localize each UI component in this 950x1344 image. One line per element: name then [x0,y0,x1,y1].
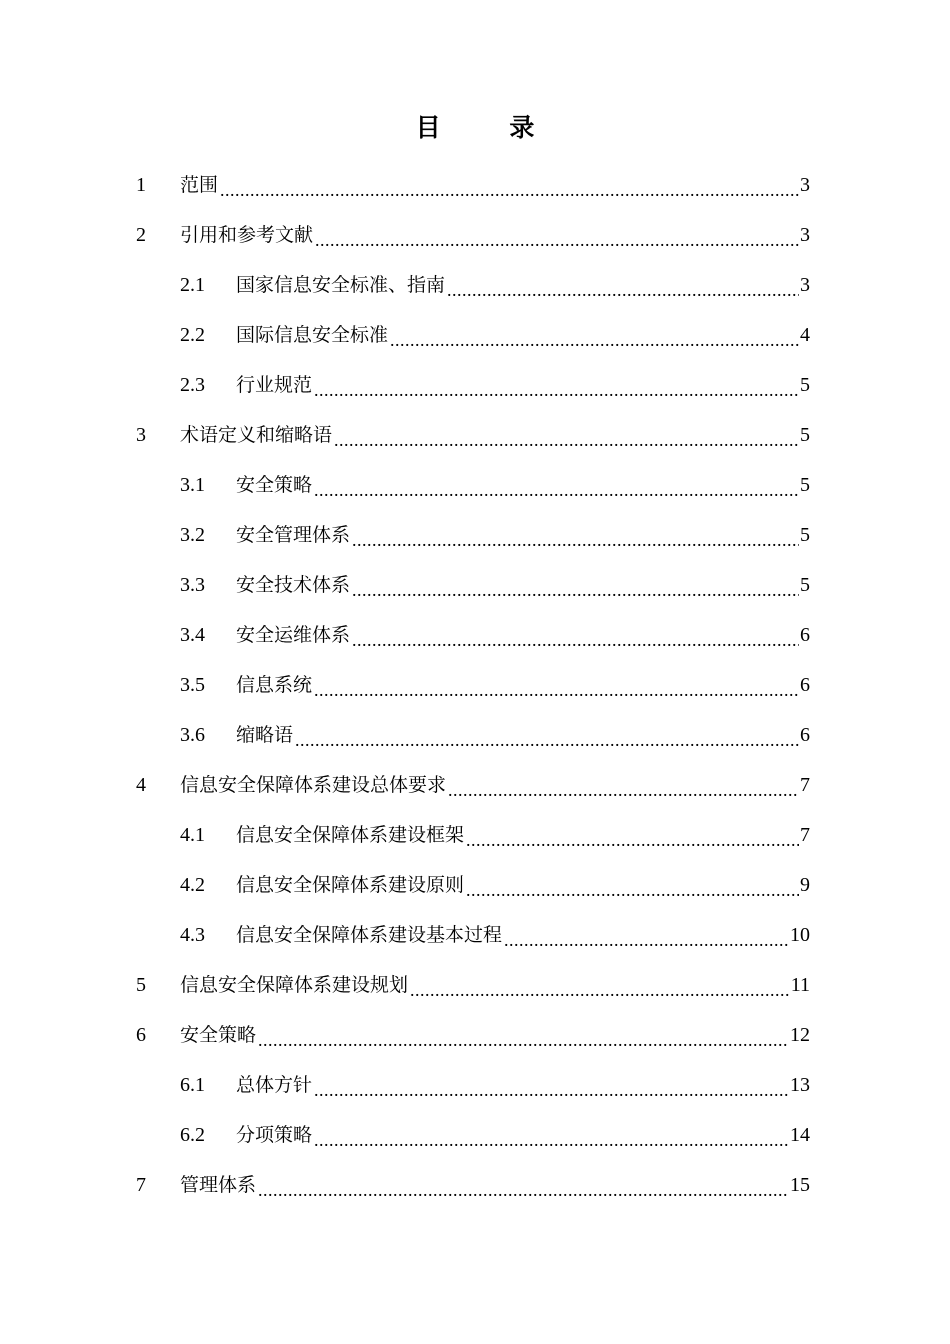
toc-entry-number: 3.6 [180,724,205,746]
toc-entry-title: 安全策略 [180,1024,257,1046]
toc-entry-page: 10 [790,924,810,946]
toc-entry-page: 13 [790,1074,810,1096]
toc-entry[interactable] [180,660,810,710]
toc-entry-number: 2 [136,224,146,246]
toc-entry-page: 5 [800,524,810,546]
toc-dot-leader [314,660,799,710]
toc-entry-title: 安全策略 [236,474,313,496]
toc-dot-leader [258,1160,789,1210]
toc-dot-leader [258,1010,789,1060]
toc-entry-title: 分项策略 [236,1124,313,1146]
toc-dot-leader [447,260,799,310]
toc-entry-page: 5 [800,474,810,496]
toc-entry[interactable] [180,860,810,910]
toc-entry-title: 总体方针 [236,1074,313,1096]
toc-entry-number: 6.2 [180,1124,205,1146]
toc-entry-number: 3.2 [180,524,205,546]
toc-entry[interactable] [180,710,810,760]
toc-dot-leader [352,510,799,560]
toc-title: 目 录 [415,113,565,142]
toc-entry-title: 安全管理体系 [236,524,351,546]
toc-entry[interactable] [136,410,810,460]
toc-entry-number: 3.4 [180,624,205,646]
toc-dot-leader [448,760,799,810]
toc-entry-number: 3.3 [180,574,205,596]
toc-entry-number: 3 [136,424,146,446]
toc-entry-page: 7 [800,824,810,846]
toc-dot-leader [314,460,799,510]
toc-entry[interactable] [180,1060,810,1110]
toc-dot-leader [390,310,799,360]
toc-entry-title: 引用和参考文献 [180,224,314,246]
toc-entry-page: 6 [800,674,810,696]
toc-entry-number: 6.1 [180,1074,205,1096]
toc-dot-leader [410,960,790,1010]
toc-entry[interactable] [180,260,810,310]
toc-entry-number: 2.1 [180,274,205,296]
toc-entry-title: 国际信息安全标准 [236,324,389,346]
toc-entry[interactable] [136,210,810,260]
toc-entry[interactable] [180,1110,810,1160]
toc-entry-page: 6 [800,624,810,646]
toc-entry[interactable] [180,360,810,410]
toc-entry-number: 4.2 [180,874,205,896]
toc-entry[interactable] [136,1160,810,1210]
toc-dot-leader [466,810,799,860]
toc-entry-number: 4 [136,774,146,796]
toc-dot-leader [352,560,799,610]
toc-dot-leader [504,910,789,960]
toc-dot-leader [314,360,799,410]
toc-dot-leader [314,1060,789,1110]
toc-entry-title: 信息安全保障体系建设总体要求 [180,774,447,796]
toc-entry-page: 6 [800,724,810,746]
toc-entry-number: 2.2 [180,324,205,346]
toc-entry-title: 术语定义和缩略语 [180,424,333,446]
toc-entry-title: 管理体系 [180,1174,257,1196]
toc-entry[interactable] [180,910,810,960]
toc-entry-page: 5 [800,374,810,396]
toc-entry[interactable] [136,760,810,810]
toc-entry-page: 5 [800,574,810,596]
toc-entry-number: 4.3 [180,924,205,946]
toc-dot-leader [220,160,799,210]
toc-entry-page: 9 [800,874,810,896]
toc-entry-title: 信息系统 [236,674,313,696]
toc-entry-number: 3.5 [180,674,205,696]
toc-entry-title: 信息安全保障体系建设基本过程 [236,924,503,946]
toc-entry-page: 15 [790,1174,810,1196]
toc-entry[interactable] [180,310,810,360]
toc-entry-page: 5 [800,424,810,446]
toc-entry[interactable] [180,560,810,610]
toc-entry-title: 安全运维体系 [236,624,351,646]
toc-entry-number: 4.1 [180,824,205,846]
toc-dot-leader [295,710,799,760]
toc-entry-page: 12 [790,1024,810,1046]
toc-entry-number: 2.3 [180,374,205,396]
toc-entry[interactable] [136,960,810,1010]
toc-entry-number: 3.1 [180,474,205,496]
toc-entry-title: 信息安全保障体系建设框架 [236,824,465,846]
toc-dot-leader [334,410,799,460]
toc-entry-number: 5 [136,974,146,996]
toc-entry[interactable] [180,460,810,510]
toc-entry[interactable] [136,160,810,210]
toc-dot-leader [315,210,799,260]
toc-entry-page: 3 [800,224,810,246]
toc-entry-title: 安全技术体系 [236,574,351,596]
toc-entry[interactable] [180,610,810,660]
toc-entry[interactable] [136,1010,810,1060]
toc-entry-title: 信息安全保障体系建设规划 [180,974,409,996]
toc-entry-page: 11 [790,974,810,996]
toc-entry[interactable] [180,810,810,860]
toc-entry-title: 范围 [180,174,219,196]
toc-entry-page: 14 [790,1124,810,1146]
toc-dot-leader [352,610,799,660]
toc-dot-leader [314,1110,789,1160]
toc-dot-leader [466,860,799,910]
toc-entry-number: 6 [136,1024,146,1046]
toc-entry-number: 1 [136,174,146,196]
toc-entry-title: 行业规范 [236,374,313,396]
toc-entry-page: 4 [800,324,810,346]
toc-entry-title: 缩略语 [236,724,294,746]
toc-entry-title: 信息安全保障体系建设原则 [236,874,465,896]
toc-entry-page: 3 [800,274,810,296]
toc-entry[interactable] [180,510,810,560]
toc-entry-page: 7 [800,774,810,796]
toc-entry-title: 国家信息安全标准、指南 [236,274,446,296]
toc-entry-number: 7 [136,1174,146,1196]
toc-entry-page: 3 [800,174,810,196]
